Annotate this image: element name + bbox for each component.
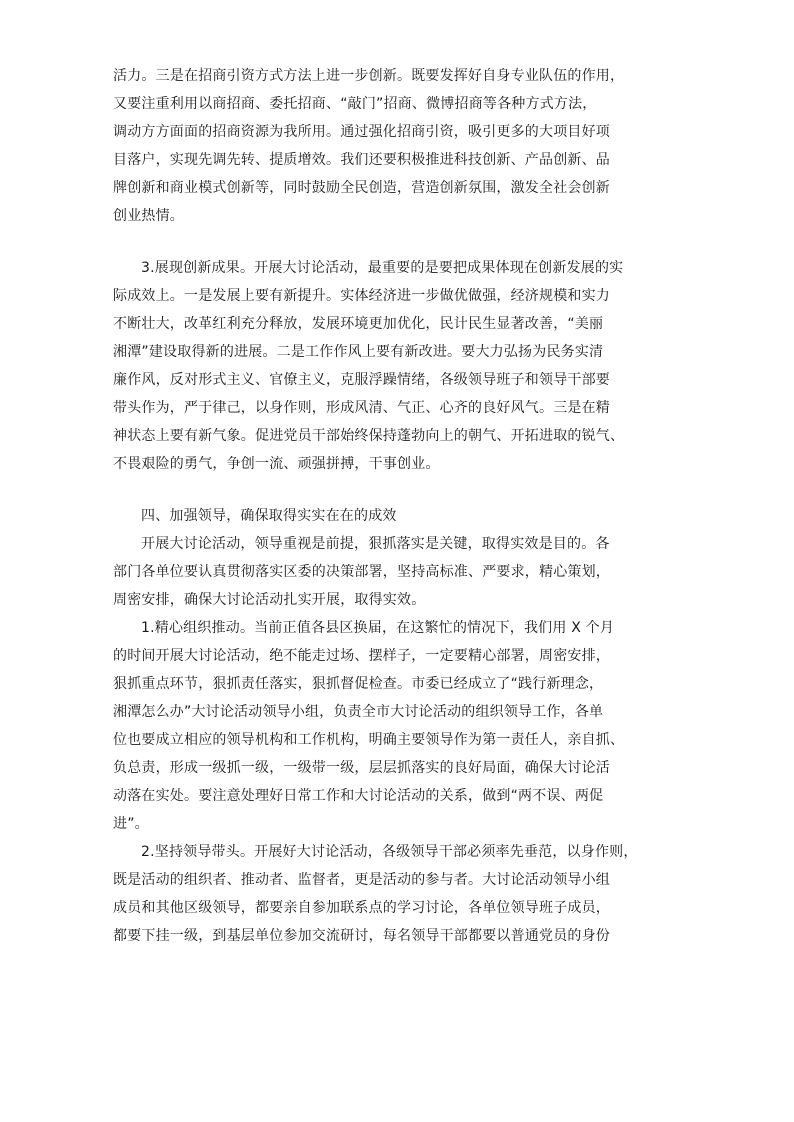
text-line: 1.精心组织推动。当前正值各县区换届，在这繁忙的情况下，我们用 X 个月 — [141, 620, 615, 636]
text-line: 3.展现创新成果。开展大讨论活动，最重要的是要把成果体现在创新发展的实 — [141, 260, 624, 276]
text-line: 湘潭”建设取得新的进展。二是工作作风上要有新改进。要大力弘扬为民务实清 — [113, 344, 604, 360]
text-line: 湘潭怎么办”大讨论活动领导小组，负责全市大讨论活动的组织领导工作，各单 — [113, 704, 604, 720]
text-line: 成员和其他区级领导，都要亲自参加联系点的学习讨论，各单位领导班子成员， — [113, 900, 610, 916]
text-line: 不断壮大，改革红利充分释放，发展环境更加优化，民计民生显著改善，“美丽 — [113, 316, 604, 332]
text-line: 既是活动的组织者、推动者、监督者，更是活动的参与者。大讨论活动领导小组 — [113, 872, 610, 888]
text-line: 的时间开展大讨论活动，绝不能走过场、摆样子，一定要精心部署，周密安排， — [113, 648, 610, 664]
text-line: 牌创新和商业模式创新等，同时鼓励全民创造，营造创新氛围，激发全社会创新 — [113, 180, 610, 196]
text-line: 不畏艰险的勇气，争创一流、顽强拼搏，干事创业。 — [113, 456, 440, 472]
text-line: 创业热情。 — [113, 208, 184, 224]
text-line: 开展大讨论活动，领导重视是前提，狠抓落实是关键，取得实效是目的。各 — [141, 536, 610, 552]
section-heading: 四、加强领导，确保取得实实在在的成效 — [141, 508, 397, 524]
text-line: 活力。三是在招商引资方式方法上进一步创新。既要发挥好自身专业队伍的作用， — [113, 68, 625, 84]
text-line: 目落户，实现先调先转、提质增效。我们还要积极推进科技创新、产品创新、品 — [113, 152, 610, 168]
text-line: 动落在实处。要注意处理好日常工作和大讨论活动的关系，做到“两不误、两促 — [113, 788, 604, 804]
text-line: 负总责，形成一级抓一级，一级带一级，层层抓落实的良好局面，确保大讨论活 — [113, 760, 610, 776]
text-line: 际成效上。一是发展上要有新提升。实体经济进一步做优做强，经济规模和实力 — [113, 288, 610, 304]
text-line: 又要注重利用以商招商、委托招商、“敲门”招商、微博招商等各种方式方法， — [113, 96, 597, 112]
text-line: 带头作为，严于律己，以身作则，形成风清、气正、心齐的良好风气。三是在精 — [113, 400, 610, 416]
text-line: 2.坚持领导带头。开展好大讨论活动，各级领导干部必须率先垂范，以身作则， — [141, 844, 638, 860]
text-line: 周密安排，确保大讨论活动扎实开展，取得实效。 — [113, 592, 426, 608]
text-line: 进”。 — [113, 816, 149, 832]
text-line: 部门各单位要认真贯彻落实区委的决策部署，坚持高标准、严要求，精心策划， — [113, 564, 610, 580]
text-line: 狠抓重点环节，狠抓责任落实，狠抓督促检查。市委已经成立了“践行新理念， — [113, 676, 604, 692]
text-line: 都要下挂一级，到基层单位参加交流研讨，每名领导干部都要以普通党员的身份 — [113, 928, 610, 944]
text-line: 位也要成立相应的领导机构和工作机构，明确主要领导作为第一责任人，亲自抓、 — [113, 732, 625, 748]
text-line: 廉作风，反对形式主义、官僚主义，克服浮躁情绪，各级领导班子和领导干部要 — [113, 372, 610, 388]
text-line: 调动方方面面的招商资源为我所用。通过强化招商引资，吸引更多的大项目好项 — [113, 124, 610, 140]
text-line: 神状态上要有新气象。促进党员干部始终保持蓬勃向上的朝气、开拓进取的锐气、 — [113, 428, 625, 444]
